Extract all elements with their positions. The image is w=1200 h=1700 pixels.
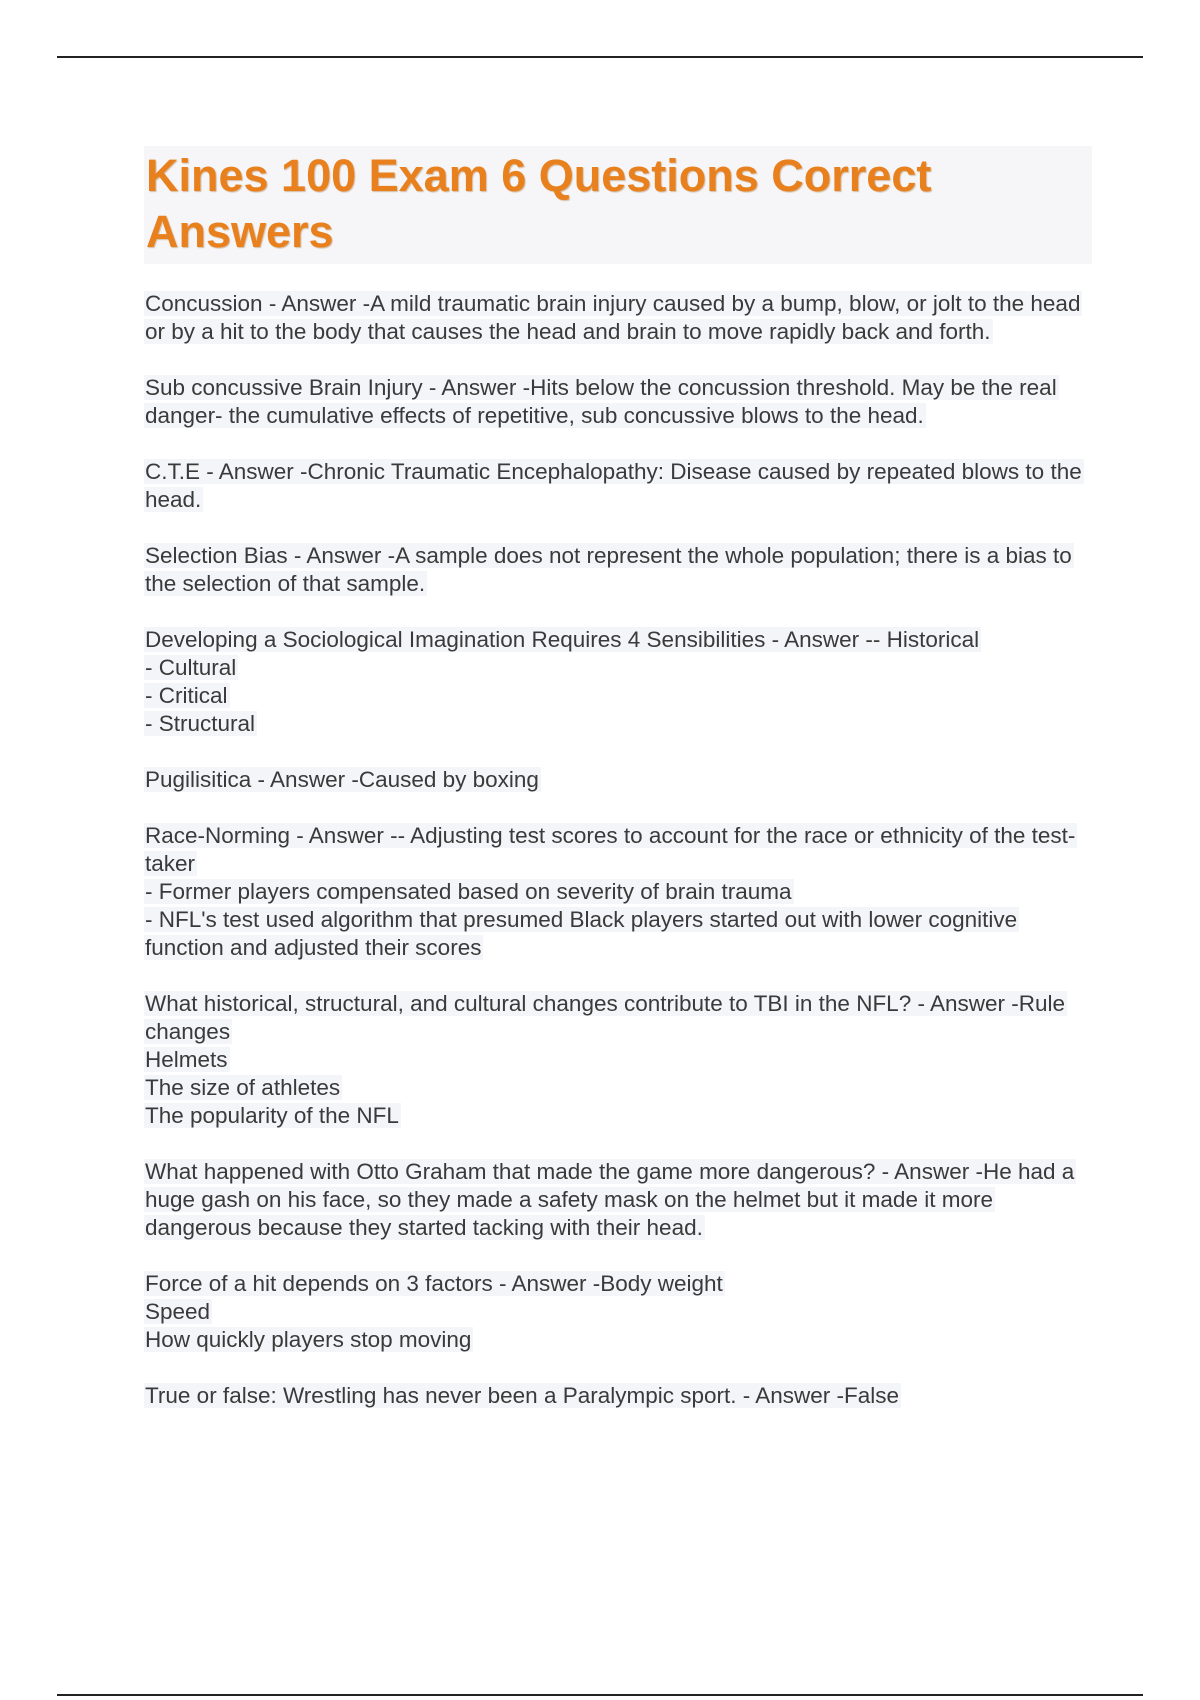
top-rule bbox=[57, 56, 1143, 58]
qa-line bbox=[144, 290, 1092, 346]
qa-line bbox=[144, 990, 1092, 1046]
qa-line-text: What historical, structural, and cultural changes contribute to TBI in the NFL? - Answer -Rule changes bbox=[145, 991, 1066, 1044]
qa-entry bbox=[144, 1158, 1092, 1242]
qa-line-text: How quickly players stop moving bbox=[145, 1327, 472, 1352]
qa-list bbox=[144, 290, 1092, 1410]
qa-line-text: What happened with Otto Graham that made the game more dangerous? - Answer -He had a huge gash on his face, so they made a safety mask on the helmet but it made it more dangerous because they started tacking with their head. bbox=[145, 1159, 1075, 1240]
qa-line bbox=[144, 458, 1092, 514]
qa-line bbox=[144, 906, 1092, 962]
qa-line bbox=[144, 1382, 1092, 1410]
qa-line-text: True or false: Wrestling has never been a Paralympic sport. - Answer -False bbox=[145, 1383, 900, 1408]
qa-line bbox=[144, 542, 1092, 598]
qa-line bbox=[144, 626, 1092, 654]
bottom-rule bbox=[57, 1694, 1143, 1696]
qa-entry bbox=[144, 374, 1092, 430]
qa-line-text: Sub concussive Brain Injury - Answer -Hits below the concussion threshold. May be the real danger- the cumulative effects of repetitive, sub concussive blows to the head. bbox=[145, 375, 1057, 428]
qa-entry bbox=[144, 542, 1092, 598]
qa-entry bbox=[144, 990, 1092, 1130]
document-body bbox=[144, 146, 1092, 1438]
qa-line bbox=[144, 766, 1092, 794]
qa-line bbox=[144, 1102, 1092, 1130]
qa-line-text: Speed bbox=[145, 1299, 211, 1324]
qa-line bbox=[144, 1074, 1092, 1102]
qa-entry bbox=[144, 822, 1092, 962]
qa-line-text: Helmets bbox=[145, 1047, 228, 1072]
title-block bbox=[144, 146, 1092, 264]
qa-entry bbox=[144, 1382, 1092, 1410]
qa-line-text: The popularity of the NFL bbox=[145, 1103, 399, 1128]
qa-line bbox=[144, 878, 1092, 906]
document-title: Kines 100 Exam 6 Questions Correct Answers bbox=[146, 150, 932, 257]
qa-line bbox=[144, 1046, 1092, 1074]
qa-line bbox=[144, 654, 1092, 682]
qa-line-text: Selection Bias - Answer -A sample does not represent the whole population; there is a bias to the selection of that sample. bbox=[145, 543, 1072, 596]
qa-line-text: Pugilisitica - Answer -Caused by boxing bbox=[145, 767, 539, 792]
qa-line-text: Race-Norming - Answer -- Adjusting test scores to account for the race or ethnicity of the test-taker bbox=[145, 823, 1076, 876]
qa-entry bbox=[144, 626, 1092, 738]
qa-line bbox=[144, 1298, 1092, 1326]
qa-line-text: C.T.E - Answer -Chronic Traumatic Encephalopathy: Disease caused by repeated blows to the head. bbox=[145, 459, 1082, 512]
qa-line-text: Concussion - Answer -A mild traumatic brain injury caused by a bump, blow, or jolt to the head or by a hit to the body that causes the head and brain to move rapidly back and forth. bbox=[145, 291, 1081, 344]
qa-line-text: - Critical bbox=[145, 683, 228, 708]
qa-entry bbox=[144, 290, 1092, 346]
qa-line-text: - Cultural bbox=[145, 655, 237, 680]
qa-line-text: Developing a Sociological Imagination Requires 4 Sensibilities - Answer -- Historical bbox=[145, 627, 980, 652]
qa-entry bbox=[144, 766, 1092, 794]
qa-line-text: - NFL's test used algorithm that presumed Black players started out with lower cognitive function and adjusted their scores bbox=[145, 907, 1018, 960]
qa-line-text: The size of athletes bbox=[145, 1075, 341, 1100]
qa-line bbox=[144, 1270, 1092, 1298]
qa-entry bbox=[144, 1270, 1092, 1354]
qa-line-text: - Structural bbox=[145, 711, 256, 736]
qa-line bbox=[144, 822, 1092, 878]
qa-line bbox=[144, 1158, 1092, 1242]
qa-line bbox=[144, 682, 1092, 710]
qa-line bbox=[144, 374, 1092, 430]
qa-entry bbox=[144, 458, 1092, 514]
qa-line bbox=[144, 1326, 1092, 1354]
qa-line-text: - Former players compensated based on severity of brain trauma bbox=[145, 879, 792, 904]
qa-line-text: Force of a hit depends on 3 factors - Answer -Body weight bbox=[145, 1271, 723, 1296]
qa-line bbox=[144, 710, 1092, 738]
